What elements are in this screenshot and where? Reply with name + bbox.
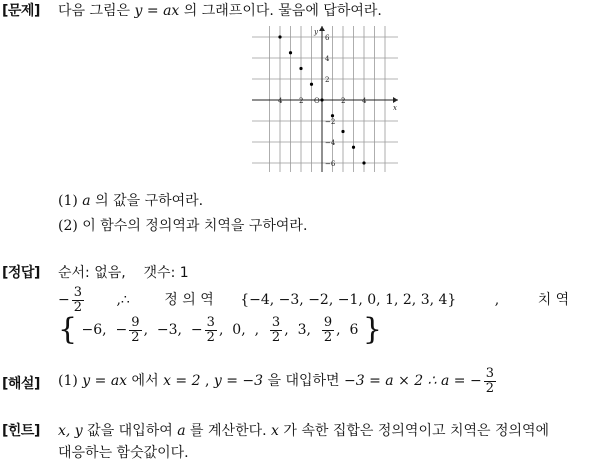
problem-tag: [문제]: [2, 3, 40, 19]
y-axis-arrow: [319, 26, 325, 31]
y-tick-label: 2: [325, 76, 330, 84]
range-fraction: [322, 316, 334, 345]
x-axis-label: x: [393, 104, 397, 112]
hint-text-1: 값을 대입하여: [87, 423, 173, 439]
x-axis-arrow: [393, 97, 398, 103]
range-fraction-denominator: 2: [323, 329, 333, 345]
answer-domain-label: 정 의 역: [164, 292, 214, 308]
x-tick-label: 2: [299, 97, 304, 105]
y-tick-label: −6: [325, 160, 336, 168]
range-item: −6,: [81, 322, 107, 338]
range-fraction: [129, 316, 141, 345]
explanation-x-value: x = 2: [163, 373, 201, 389]
answer-a-numerator: 3: [73, 284, 83, 300]
range-fraction: [205, 316, 217, 345]
explanation-tag: [해설]: [2, 376, 40, 392]
range-fraction-numerator: 3: [271, 314, 281, 330]
explanation-text-2: 을 대입하면: [267, 373, 340, 389]
range-item: ,: [254, 322, 260, 338]
explanation-substitution: −3 = a × 2 ∴ a = −: [344, 373, 482, 389]
range-fraction-numerator: 3: [206, 314, 215, 330]
graph-grid: [252, 26, 398, 172]
answer-tag: [정답]: [2, 265, 40, 281]
graph-point: [299, 67, 302, 70]
explanation-text-1: 에서: [131, 373, 159, 389]
question-2: [58, 215, 307, 235]
range-fraction: [270, 316, 282, 345]
graph-point: [278, 35, 281, 38]
range-item: −3,: [156, 322, 183, 338]
y-axis-label: y: [314, 28, 318, 36]
problem-intro-equation: y = ax: [134, 3, 180, 19]
graph-tick-labels: [278, 28, 397, 168]
range-item: ,: [284, 322, 289, 338]
origin-label: O: [314, 97, 320, 105]
hint-vars: x, y: [58, 423, 83, 439]
explanation-fraction: [484, 367, 496, 396]
question-2-text: 이 함수의 정의역과 치역을 구하여라.: [82, 218, 308, 234]
range-item: 3,: [297, 322, 311, 338]
hint-line-1: [58, 420, 549, 440]
explanation-y-value: y = −3: [213, 373, 264, 389]
graph-point: [352, 146, 355, 149]
answer-a-denominator: 2: [73, 299, 83, 315]
question-2-number: (2): [58, 218, 78, 234]
y-tick-label: 6: [325, 34, 330, 42]
y-tick-label: −2: [325, 118, 336, 126]
explanation-equation: y = ax: [82, 373, 128, 389]
question-1: [58, 190, 203, 210]
range-item: ,: [218, 322, 224, 338]
hint-line-2: 대응하는 함숫값이다.: [58, 445, 189, 461]
range-fraction-numerator: 9: [323, 314, 333, 330]
graph-point: [341, 130, 344, 133]
x-tick-label: 2: [341, 97, 346, 105]
range-item: −: [115, 322, 128, 338]
problem-intro-after: 의 그래프이다. 물음에 답하여라.: [183, 3, 382, 19]
linear-function-graph: [250, 22, 402, 174]
range-fraction-denominator: 2: [131, 329, 140, 345]
hint-x: x: [271, 423, 279, 439]
explanation-line: [58, 364, 498, 398]
answer-order: 순서: 없음,: [58, 265, 126, 281]
graph-axes: [252, 26, 398, 172]
graph-point: [331, 114, 334, 117]
range-item: 0,: [232, 322, 246, 338]
question-1-text: 의 값을 구하여라.: [95, 193, 204, 209]
problem-intro-before: 다음 그림은: [58, 3, 131, 19]
range-item: −: [190, 322, 203, 338]
range-item: ,: [336, 322, 341, 338]
answer-meta: [58, 262, 189, 282]
y-tick-label: 4: [325, 55, 330, 63]
graph-point: [362, 161, 365, 164]
range-open-brace: {: [58, 312, 78, 347]
answer-count: 갯수: 1: [143, 265, 189, 281]
question-1-variable: a: [82, 193, 91, 209]
x-tick-label: 4: [362, 97, 367, 105]
explanation-fraction-denominator: 2: [485, 380, 494, 396]
hint-a: a: [177, 423, 186, 439]
answer-comma: ,: [494, 292, 500, 308]
y-tick-label: −4: [325, 139, 336, 147]
hint-text-3: 가 속한 집합은 정의역이고 치역은 정의역에: [283, 423, 550, 439]
answer-domain-set: {−4, −3, −2, −1, 0, 1, 2, 3, 4}: [240, 292, 457, 308]
range-fraction-numerator: 9: [131, 314, 140, 330]
answer-range-label: 치 역: [537, 292, 570, 308]
range-close-brace: }: [362, 312, 382, 347]
graph-point: [310, 83, 313, 86]
problem-intro: [58, 0, 382, 20]
answer-a-sign: −: [58, 292, 70, 308]
explanation-number: (1): [58, 373, 78, 389]
hint-tag: [힌트]: [2, 423, 40, 439]
range-fraction-denominator: 2: [206, 329, 215, 345]
range-item: ,: [143, 322, 149, 338]
graph-point: [289, 51, 292, 54]
explanation-fraction-numerator: 3: [485, 365, 494, 381]
x-tick-label: 4: [278, 97, 283, 105]
answer-range-set: [58, 310, 382, 350]
hint-text-2: 를 계산한다.: [190, 423, 267, 439]
answer-therefore: ,∴: [116, 292, 130, 308]
question-1-number: (1): [58, 193, 78, 209]
range-item: 6: [349, 322, 359, 338]
graph-point: [320, 98, 323, 101]
range-fraction-denominator: 2: [271, 329, 281, 345]
explanation-separator: ,: [204, 373, 210, 389]
